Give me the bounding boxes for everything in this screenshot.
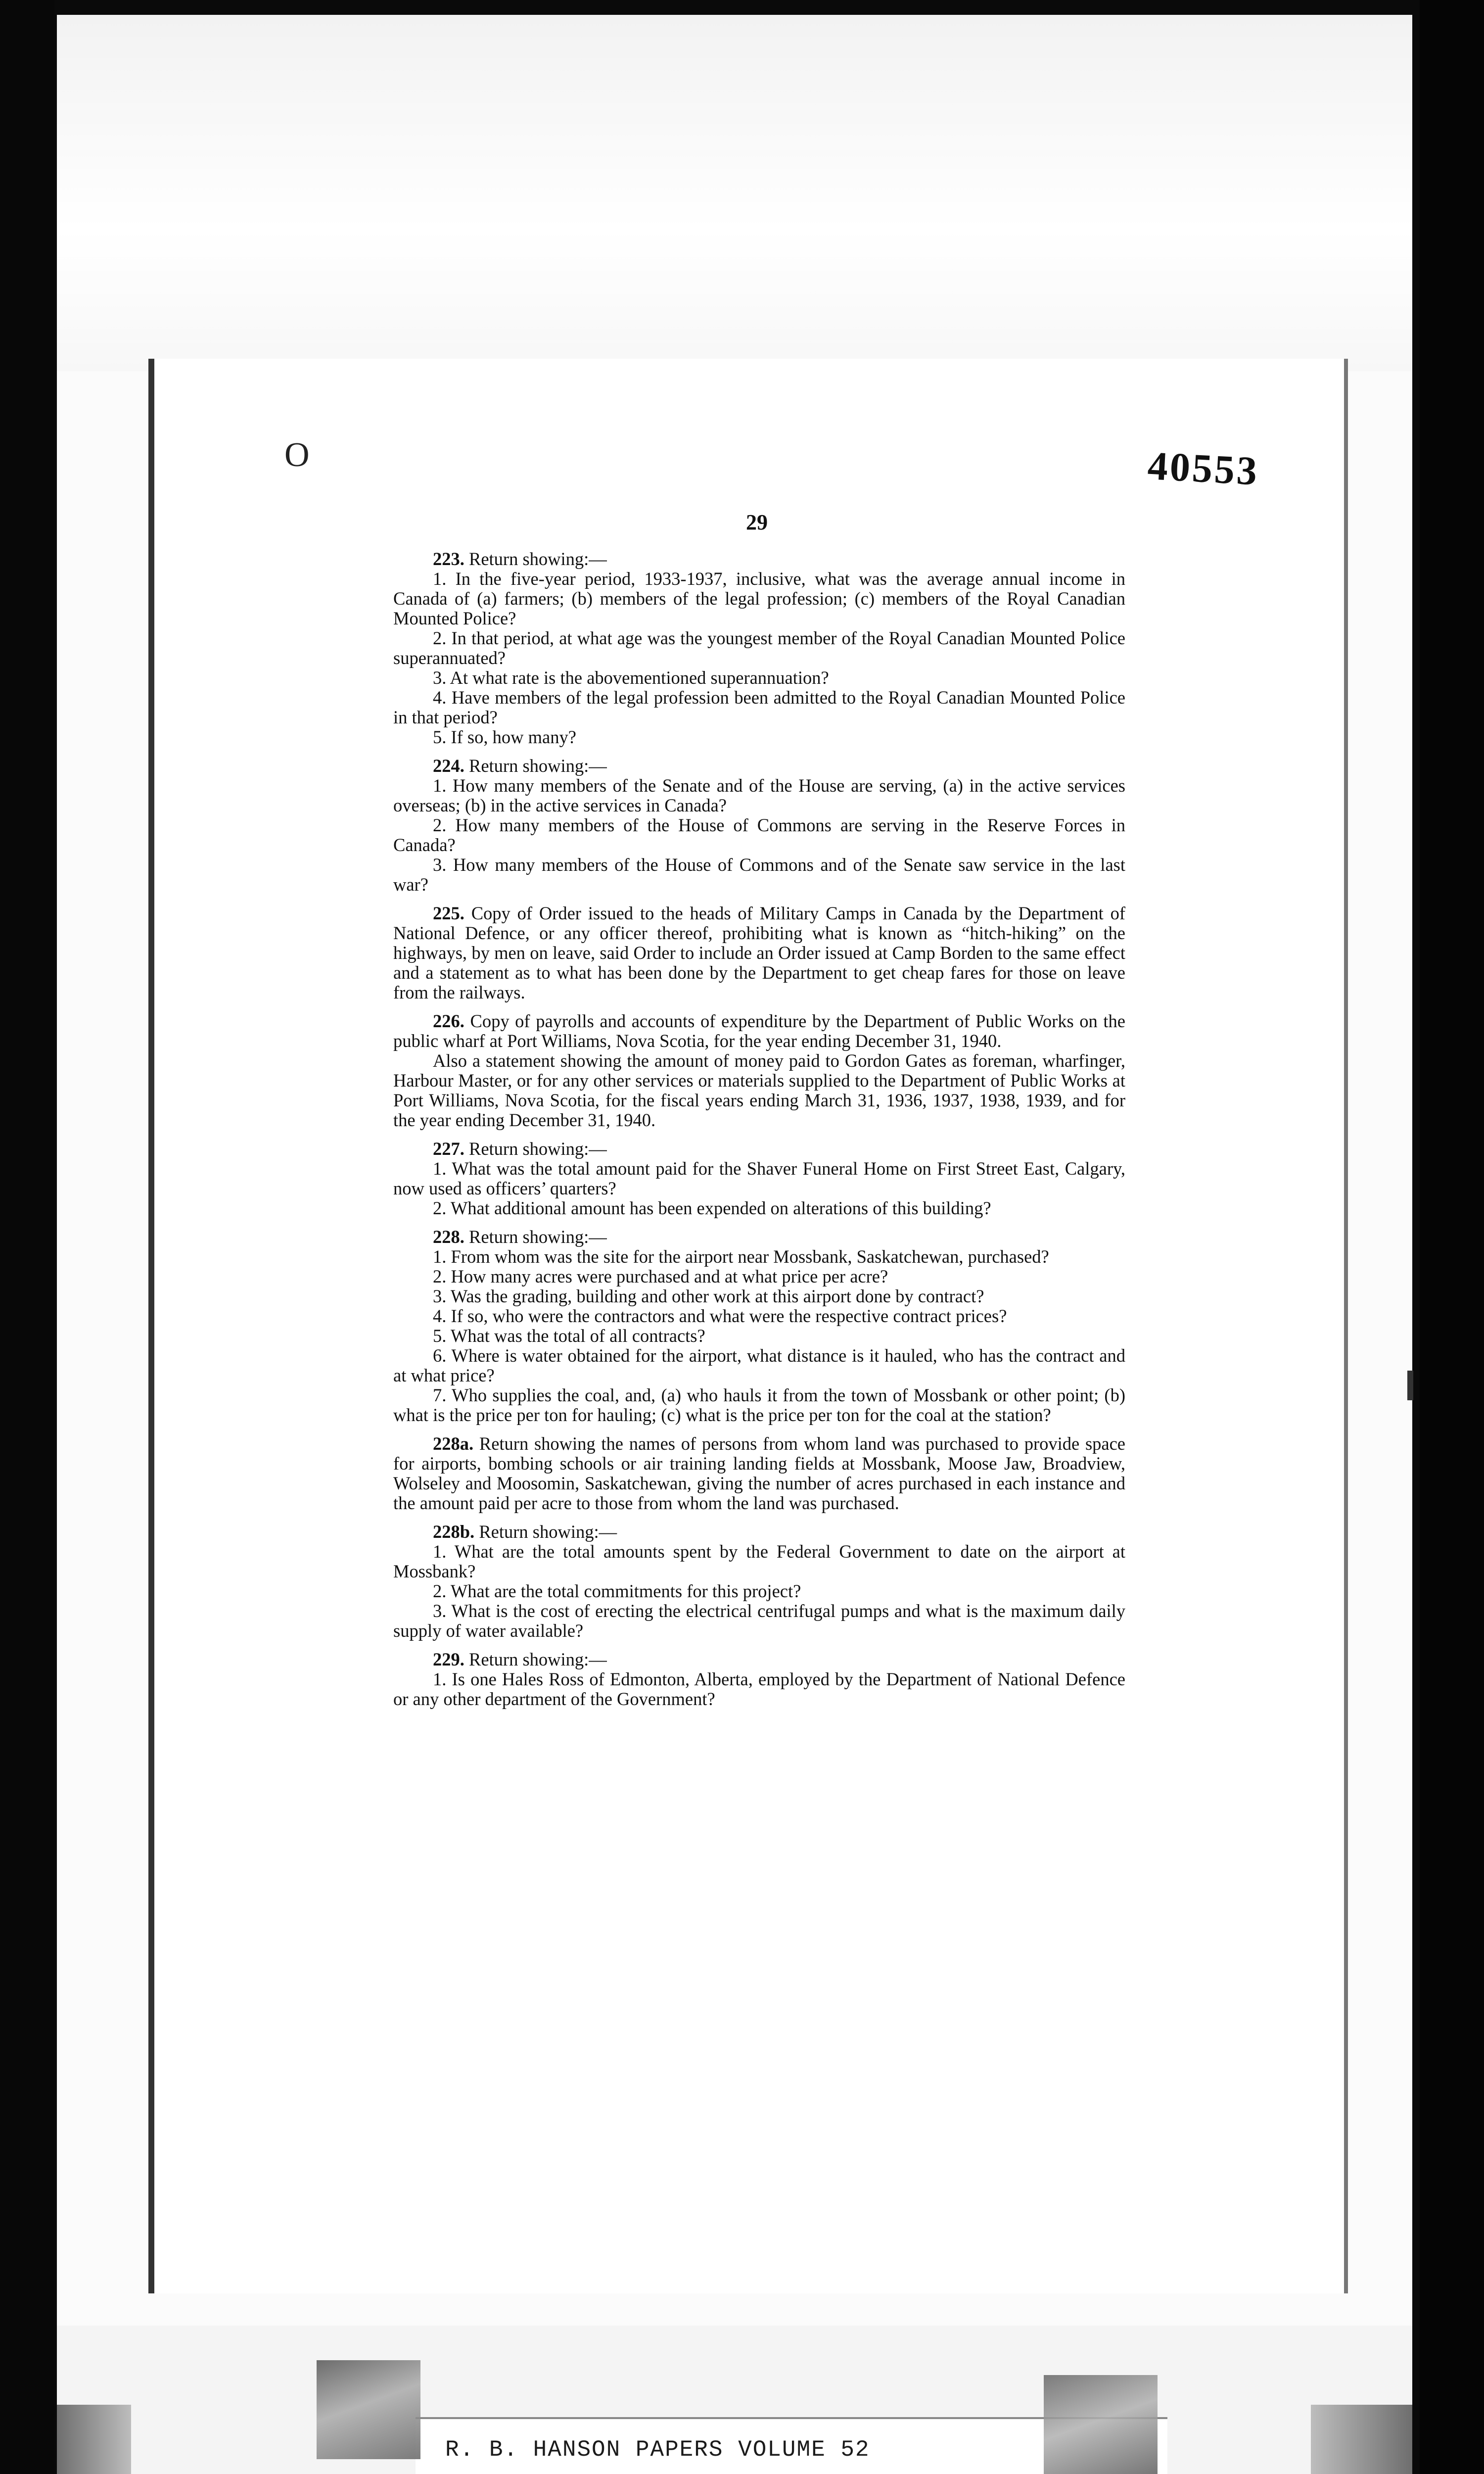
section-item: 2. In that period, at what age was the youngest member of the Royal Canadian Mounted Police superannuated? — [393, 628, 1125, 668]
section-lead: Return showing:— — [479, 1522, 617, 1542]
section-number: 225. — [433, 903, 464, 923]
section-lead: Return showing:— — [469, 1649, 607, 1669]
section-item: 5. What was the total of all contracts? — [433, 1326, 705, 1346]
section-item: 1. In the five-year period, 1933-1937, inclusive, what was the average annual income in Canada of (a) farmers; (b) members of the legal profession; (c) members of the Royal Canadian Mounted Police? — [393, 569, 1125, 628]
section-item: 1. What was the total amount paid for the Shaver Funeral Home on First Street East, Calgary, now used as officers’ quarters? — [393, 1158, 1125, 1198]
section-heading — [393, 756, 1125, 776]
stamp-post-right — [1311, 2405, 1412, 2474]
section-item: 1. What are the total amounts spent by the Federal Government to date on the airport at Mossbank? — [393, 1541, 1125, 1581]
section-lead: Copy of payrolls and accounts of expenditure by the Department of Public Works on the public wharf at Port Williams, Nova Scotia, for the year ending December 31, 1940. — [393, 1011, 1125, 1051]
page-number: 29 — [746, 510, 768, 534]
section-lead: Return showing:— — [469, 549, 607, 569]
section-number: 226. — [433, 1011, 464, 1031]
section-heading — [393, 1227, 1125, 1247]
section-heading — [393, 1650, 1125, 1669]
section-item: 3. What is the cost of erecting the electrical centrifugal pumps and what is the maximum daily supply of water available? — [393, 1601, 1125, 1641]
section-item: 4. If so, who were the contractors and what were the respective contract prices? — [433, 1306, 1007, 1326]
section-number: 229. — [433, 1649, 464, 1669]
section-number: 228. — [433, 1227, 464, 1247]
section-item: 1. Is one Hales Ross of Edmonton, Alberta, employed by the Department of National Defence or any other department of the Government? — [393, 1669, 1125, 1709]
margin-mark — [1407, 1371, 1413, 1400]
section-item: 1. How many members of the Senate and of the House are serving, (a) in the active services overseas; (b) in the active services in Canada? — [393, 775, 1125, 815]
tape-right — [1044, 2375, 1158, 2474]
document-number: 40553 — [1146, 443, 1260, 494]
section-lead: Return showing:— — [469, 1139, 607, 1159]
section-heading — [393, 1522, 1125, 1542]
film-edge-right — [1420, 0, 1484, 2474]
section-number: 223. — [433, 549, 464, 569]
section-heading — [393, 904, 1125, 1002]
section-item: 5. If so, how many? — [433, 727, 576, 747]
section-heading — [393, 1011, 1125, 1051]
section-lead: Return showing:— — [469, 1227, 607, 1247]
section-item: 2. What are the total commitments for this project? — [433, 1581, 801, 1601]
section-number: 228b. — [433, 1522, 475, 1542]
film-edge-left — [0, 0, 54, 2474]
volume-label: R. B. HANSON PAPERS VOLUME 52 — [445, 2437, 870, 2463]
section-number: 227. — [433, 1139, 464, 1159]
section-item: 6. Where is water obtained for the airport, what distance is it hauled, who has the contract and at what price? — [393, 1345, 1125, 1385]
corner-mark: O — [284, 436, 310, 474]
section-heading — [393, 549, 1125, 569]
section-lead: Return showing the names of persons from whom land was purchased to provide space for airports, bombing schools or air training landing fields at Mossbank, Moose Jaw, Broadview, Wolseley and Moosomin, Saskatchewan, giving the number of acres purchased in each instance and the amount paid per acre to those from whom the land was purchased. — [393, 1433, 1126, 1513]
section-item: 1. From whom was the site for the airport near Mossbank, Saskatchewan, purchased? — [433, 1246, 1049, 1267]
tape-left — [317, 2360, 420, 2459]
section-item: Also a statement showing the amount of money paid to Gordon Gates as foreman, wharfinger, Harbour Master, or for any other services or materials supplied to the Department of Public Works at Port Williams, Nova Scotia, for the fiscal years ending March 31, 1936, 1937, 1938, 1939, and for the year ending December 31, 1940. — [393, 1050, 1125, 1130]
section-item: 2. How many members of the House of Commons are serving in the Reserve Forces in Canada? — [393, 815, 1125, 855]
backing-shade — [57, 15, 1412, 371]
document-body — [393, 549, 1125, 1709]
section-item: 3. How many members of the House of Commons and of the Senate saw service in the last war? — [393, 855, 1125, 895]
section-item: 3. At what rate is the abovementioned superannuation? — [433, 667, 829, 688]
section-number: 224. — [433, 756, 464, 776]
stamp-post-left — [57, 2405, 131, 2474]
section-lead: Return showing:— — [469, 756, 607, 776]
section-item: 3. Was the grading, building and other work at this airport done by contract? — [433, 1286, 984, 1306]
section-item: 2. How many acres were purchased and at what price per acre? — [433, 1266, 888, 1286]
section-item: 7. Who supplies the coal, and, (a) who hauls it from the town of Mossbank or other point; (b) what is the price per ton for hauling; (c) what is the price per ton for the coal at the station? — [393, 1385, 1125, 1425]
section-item: 2. What additional amount has been expended on alterations of this building? — [433, 1198, 991, 1218]
section-lead: Copy of Order issued to the heads of Military Camps in Canada by the Department of National Defence, or any officer thereof, prohibiting what is known as “hitch-hiking” on the highways, by men on leave, said Order to include an Order issued at Camp Borden to the same effect and a statement as to what has been done by the Department to get cheap fares for those on leave from the railways. — [393, 903, 1126, 1002]
section-number: 228a. — [433, 1433, 474, 1454]
section-heading — [393, 1434, 1125, 1513]
section-item: 4. Have members of the legal profession been admitted to the Royal Canadian Mounted Police in that period? — [393, 687, 1125, 727]
section-heading — [393, 1139, 1125, 1159]
